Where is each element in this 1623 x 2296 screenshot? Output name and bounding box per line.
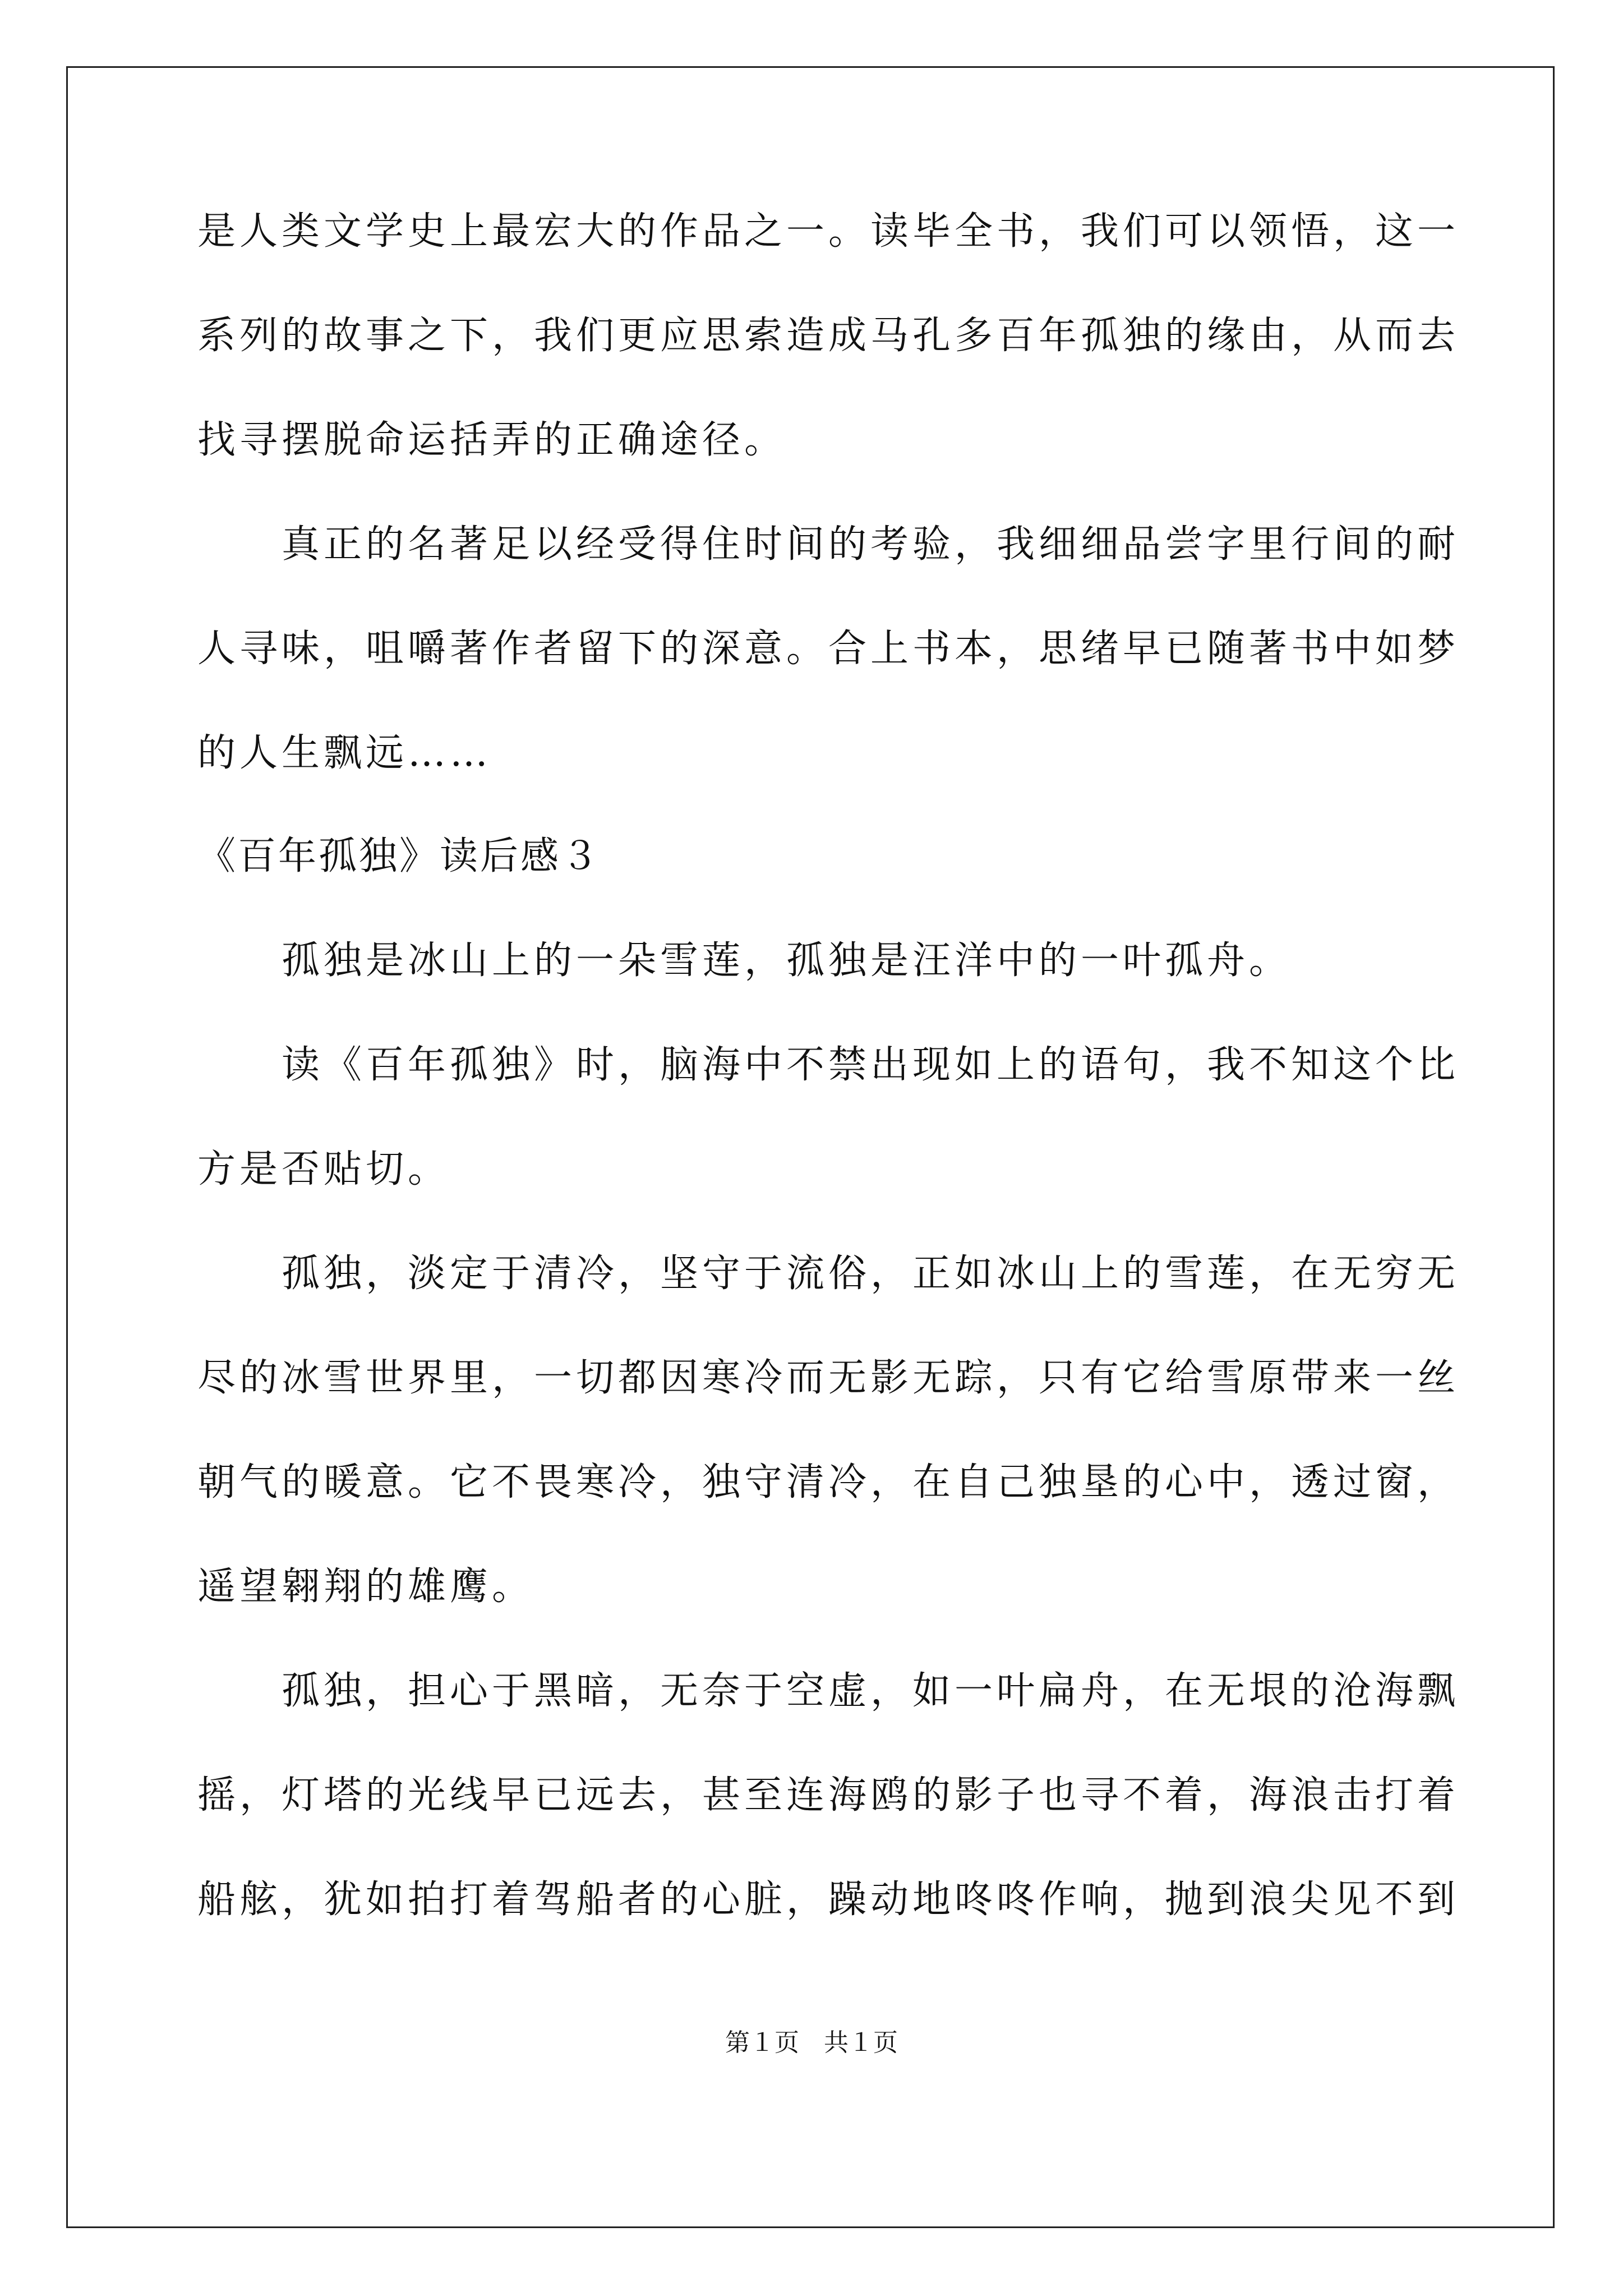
text-line: 尽的冰雪世界里，一切都因寒冷而无影无踪，只有它给雪原带来一丝 bbox=[197, 1356, 1460, 1400]
text-line: 孤独是冰山上的一朵雪莲，孤独是汪洋中的一叶孤舟。 bbox=[197, 938, 1292, 983]
page-number: 第１页 共１页 bbox=[725, 2028, 898, 2057]
text-line: 孤独，担心于黑暗，无奈于空虚，如一叶扁舟，在无垠的沧海飘 bbox=[197, 1669, 1460, 1713]
text-line: 船舷，犹如拍打着驾船者的心脏，躁动地咚咚作响，抛到浪尖见不到 bbox=[197, 1878, 1460, 1922]
text-line: 方是否贴切。 bbox=[197, 1147, 450, 1191]
text-line: 系列的故事之下，我们更应思索造成马孔多百年孤独的缘由，从而去 bbox=[197, 314, 1460, 358]
text-line: 的人生飘远…… bbox=[197, 731, 492, 775]
text-line: 孤独，淡定于清冷，坚守于流俗，正如冰山上的雪莲，在无穷无 bbox=[197, 1251, 1460, 1296]
text-line: 摇，灯塔的光线早已远去，甚至连海鸥的影子也寻不着，海浪击打着 bbox=[197, 1773, 1460, 1818]
text-line: 读《百年孤独》时，脑海中不禁出现如上的语句，我不知这个比 bbox=[197, 1043, 1460, 1087]
text-line: 找寻摆脱命运括弄的正确途径。 bbox=[197, 418, 787, 462]
text-line: 人寻味，咀嚼著作者留下的深意。合上书本，思绪早已随著书中如梦 bbox=[197, 627, 1460, 671]
text-line: 是人类文学史上最宏大的作品之一。读毕全书，我们可以领悟，这一 bbox=[197, 209, 1460, 254]
text-line: 遥望翱翔的雄鹰。 bbox=[197, 1565, 534, 1609]
section-heading: 《百年孤独》读后感３ bbox=[197, 834, 602, 878]
text-line: 朝气的暖意。它不畏寒冷，独守清冷，在自己独垦的心中，透过窗， bbox=[197, 1460, 1460, 1504]
text-line: 真正的名著足以经受得住时间的考验，我细细品尝字里行间的耐 bbox=[197, 522, 1460, 567]
